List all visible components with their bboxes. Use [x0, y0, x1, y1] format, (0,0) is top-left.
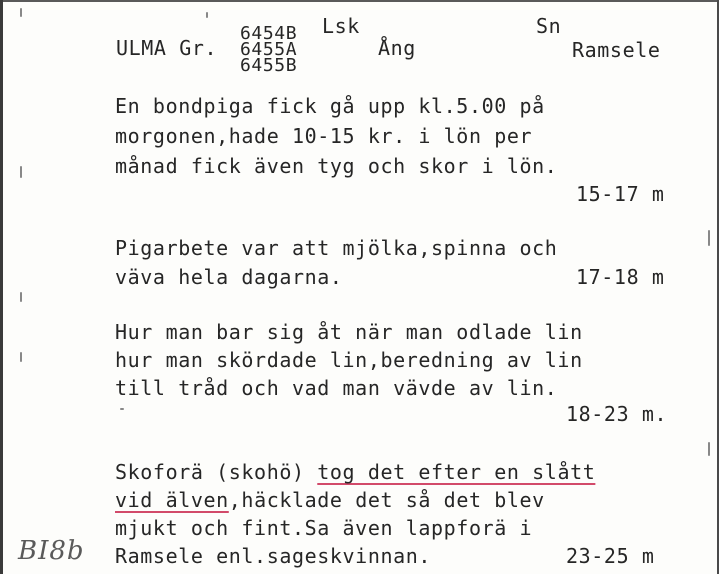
speck-mark [206, 12, 208, 18]
lsk-value: Ång [378, 36, 416, 60]
speck-mark [708, 230, 710, 246]
speck-mark [20, 8, 22, 17]
paragraph-4-line-2-plain: ,häcklade det så det blev [228, 488, 545, 512]
paragraph-3-line-1: Hur man bar sig åt när man odlade lin [115, 320, 583, 344]
header-number-1: 6454B [240, 23, 298, 44]
paragraph-1-line-2: morgonen,hade 10-15 kr. i lön per [115, 124, 533, 148]
paragraph-4-line-1 [115, 460, 595, 484]
paragraph-4-line-4: Ramsele enl.sageskvinnan. [115, 544, 432, 568]
paragraph-2-reference: 17-18 m [576, 265, 665, 289]
paragraph-3-line-2: hur man skördade lin,beredning av lin [115, 348, 583, 372]
paragraph-4-line-1-plain: Skoforä (skohö) [115, 460, 318, 484]
paragraph-3-line-3: till tråd och vad man vävde av lin. [115, 376, 558, 400]
paragraph-2-line-1: Pigarbete var att mjölka,spinna och [115, 236, 558, 260]
paragraph-2-line-2: väva hela dagarna. [115, 265, 343, 289]
paragraph-1-line-1: En bondpiga fick gå upp kl.5.00 på [115, 94, 545, 118]
card-edge-left [0, 0, 3, 574]
paragraph-1-line-3: månad fick även tyg och skor i lön. [115, 154, 558, 178]
sn-value: Ramsele [572, 38, 661, 62]
speck-mark [20, 292, 22, 302]
speck-mark [120, 408, 124, 410]
margin-note: BI8b [18, 536, 85, 566]
header-prefix: ULMA Gr. [116, 36, 218, 60]
lsk-label: Lsk [322, 14, 360, 38]
header-number-2: 6455A [240, 39, 298, 60]
header-number-3: 6455B [240, 55, 298, 76]
paragraph-4-line-2-underlined: vid älven [115, 488, 229, 512]
sn-label: Sn [536, 14, 562, 38]
paragraph-3-reference: 18-23 m. [566, 402, 668, 426]
paragraph-4-reference: 23-25 m [566, 544, 655, 568]
speck-mark [20, 352, 22, 362]
speck-mark [20, 166, 22, 178]
paragraph-4-line-3: mjukt och fint.Sa även lappforä i [115, 516, 533, 540]
paragraph-4-line-1-underlined: tog det efter en slått [317, 460, 596, 484]
paragraph-4-line-2 [115, 488, 545, 512]
speck-mark [708, 442, 710, 456]
card-edge-top [0, 0, 719, 2]
paragraph-1-reference: 15-17 m [576, 182, 665, 206]
